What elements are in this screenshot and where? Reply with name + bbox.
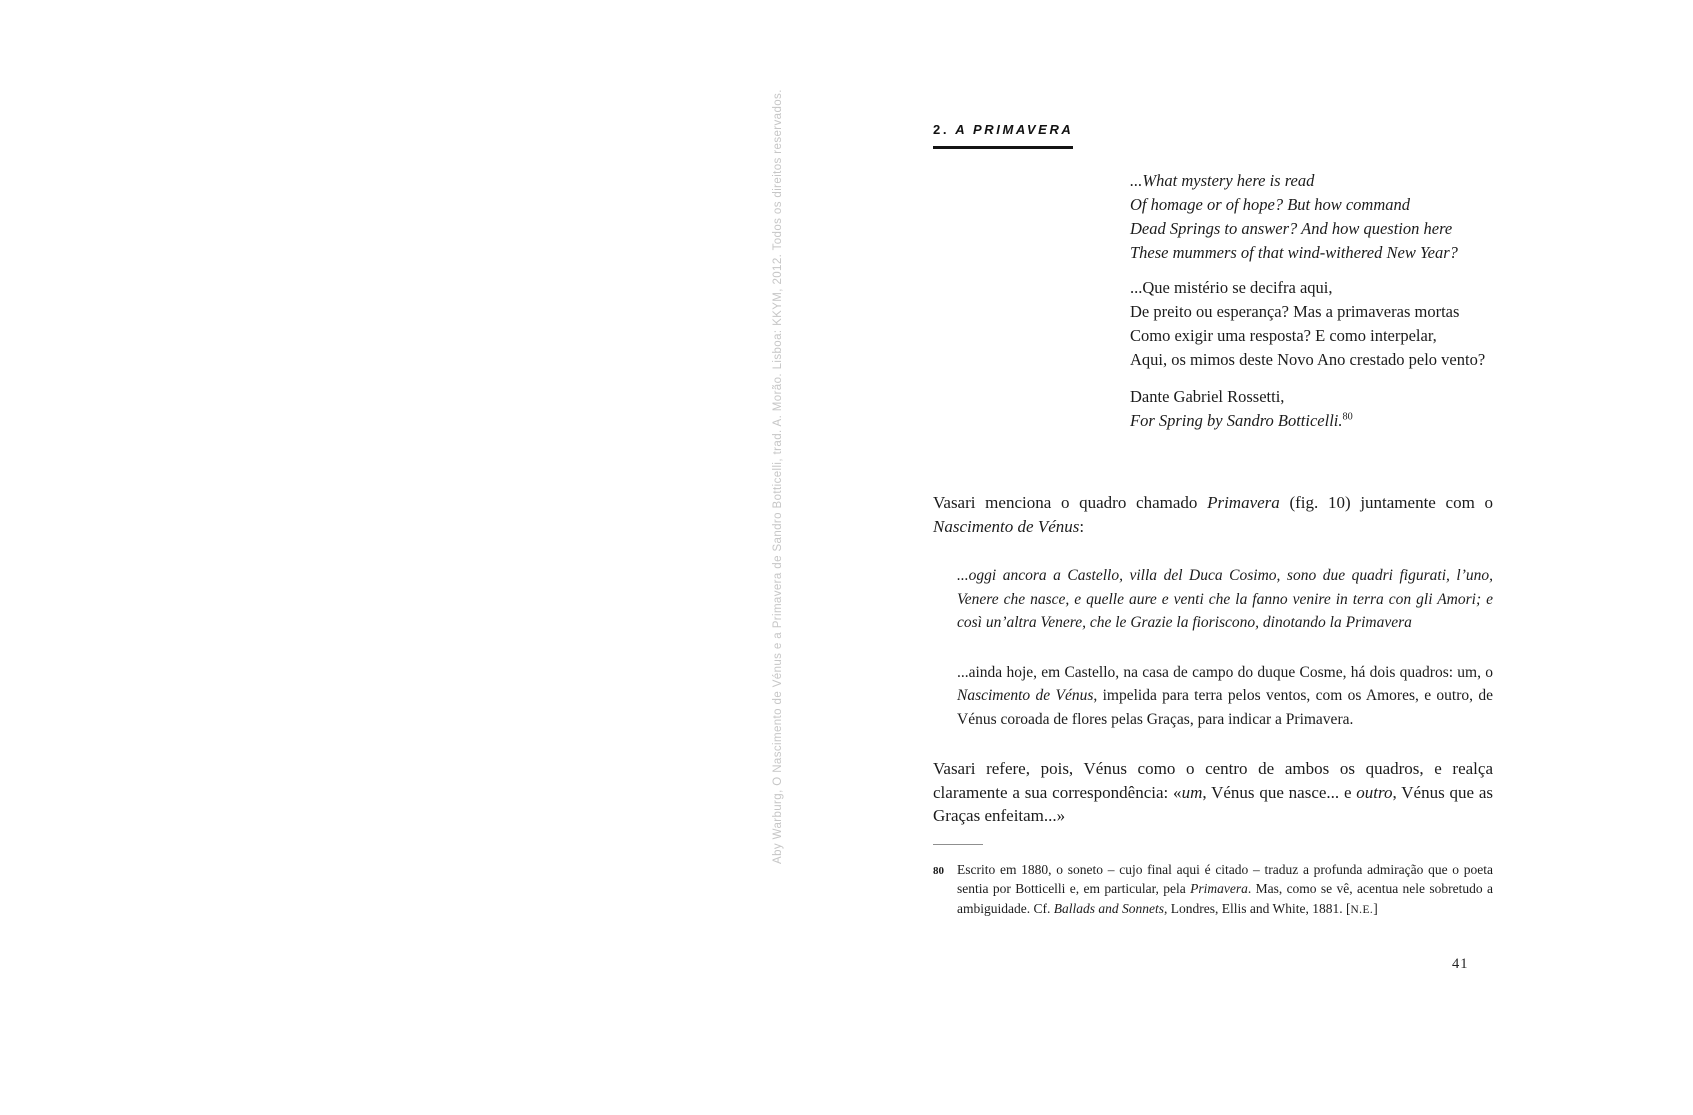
text-segment: Escrito em 1880, o soneto – cujo final aqui é citado – traduz a profunda admiração que o poeta sentia por Botticelli e, em particular, pela <box>957 861 1493 897</box>
section-number: 2. <box>933 122 950 137</box>
text-segment: ...ainda hoje, em Castello, na casa de campo do duque Cosme, há dois quadros: um, o <box>957 663 1493 681</box>
text-segment: , Vénus que as Graças enfeitam...» <box>933 782 1493 825</box>
text-segment: , Vénus que nasce... e <box>1202 782 1357 802</box>
text-column <box>933 121 1493 921</box>
epigraph <box>1130 169 1493 433</box>
footnote-text <box>957 860 1493 921</box>
paragraph-vasari-commentary <box>933 757 1493 828</box>
poem-line: Of homage or of hope? But how command <box>1130 195 1411 214</box>
text-segment: Vasari menciona o quadro chamado <box>933 493 1208 512</box>
footnote-number: 80 <box>933 864 944 877</box>
poem-line: Como exigir uma resposta? E como interpelar, <box>1130 326 1437 345</box>
text-segment: (fig. 10) juntamente com o <box>1279 493 1493 512</box>
text-segment: Nascimento de Vénus <box>933 516 1080 536</box>
paragraph-vasari-mention <box>933 491 1493 538</box>
page-number: 41 <box>1452 956 1469 972</box>
text-segment: Ballads and Sonnets <box>1053 901 1164 917</box>
quote-vasari-italian <box>957 564 1493 635</box>
body-text <box>933 491 1493 828</box>
epigraph-stanza-portuguese <box>1130 276 1493 372</box>
footnote-separator <box>933 844 983 845</box>
attribution-work-title <box>1130 409 1493 433</box>
footnote-80 <box>933 860 1493 921</box>
epigraph-attribution <box>1130 385 1493 433</box>
section-title: A PRIMAVERA <box>955 122 1074 137</box>
text-segment: ...oggi ancora a Castello, villa del Duca Cosimo, sono due quadri figurati, l’uno, Venere che nasce, e quelle aure e venti che la fanno venire in terra con gli Amori; e così un’altra Venere, che le Grazie la fioriscono, dinotando la Primavera <box>957 567 1493 631</box>
text-segment: For Spring by Sandro Botticelli. <box>1130 411 1343 430</box>
poem-line: ...Que mistério se decifra aqui, <box>1130 278 1333 297</box>
text-segment: Vasari refere, pois, Vénus como o centro de ambos os quadros, e realça claramente a sua correspondência: « <box>933 759 1493 802</box>
text-segment: Primavera <box>1207 493 1280 512</box>
text-segment: outro <box>1356 782 1393 802</box>
text-segment: Primavera <box>1190 881 1248 897</box>
text-segment: : <box>1079 516 1085 536</box>
attribution-author: Dante Gabriel Rossetti, <box>1130 387 1285 406</box>
poem-line: De preito ou esperança? Mas a primaveras mortas <box>1130 302 1460 321</box>
text-segment: 80 <box>1342 411 1353 423</box>
text-segment: Nascimento de Vénus <box>957 687 1094 704</box>
poem-line: These mummers of that wind-withered New Year? <box>1130 243 1458 262</box>
text-segment: um <box>1181 782 1203 802</box>
text-segment: . Mas, como se vê, acentua nele sobretudo a ambiguidade. Cf. <box>957 881 1493 917</box>
poem-line: Aqui, os mimos deste Novo Ano crestado pelo vento? <box>1130 350 1486 369</box>
edge-credit-text: Aby Warburg, O Nascimento de Vénus e a Primavera de Sandro Botticelli, trad. A. Morão. Lisboa: KKYM, 2012. Todos os direitos reservados. <box>772 89 784 864</box>
text-segment: N.E. <box>1350 904 1374 917</box>
text-segment: , impelida para terra pelos ventos, com os Amores, e outro, de Vénus coroada de flores pelas Graças, para indicar a Primavera. <box>957 687 1493 728</box>
poem-line: ...What mystery here is read <box>1130 171 1315 190</box>
quote-vasari-portuguese <box>957 661 1493 732</box>
text-segment: ] <box>1373 901 1378 917</box>
epigraph-stanza-english <box>1130 169 1493 265</box>
text-segment: , Londres, Ellis and White, 1881. [ <box>1163 901 1351 917</box>
poem-line: Dead Springs to answer? And how question here <box>1130 219 1453 238</box>
section-heading <box>933 122 1073 149</box>
